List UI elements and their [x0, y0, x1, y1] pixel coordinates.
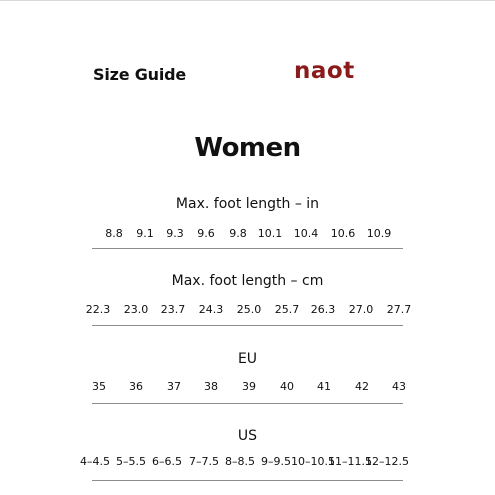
size-row-eu: [0, 380, 495, 398]
size-value: 8.8: [105, 227, 123, 240]
section-title-length-cm: Max. foot length – cm: [171, 273, 324, 289]
size-value: 9–9.5: [261, 455, 291, 468]
size-value: 10.9: [366, 227, 392, 240]
section-divider: [92, 403, 403, 404]
size-value: 39: [242, 380, 256, 393]
size-value: 37: [167, 380, 181, 393]
size-value: 24.3: [198, 303, 224, 316]
size-value: 43: [392, 380, 406, 393]
size-value: 42: [355, 380, 369, 393]
size-value: 35: [92, 380, 106, 393]
section-divider: [92, 325, 403, 326]
size-value: 8–8.5: [225, 455, 255, 468]
size-value: 38: [204, 380, 218, 393]
size-value: 7–7.5: [189, 455, 219, 468]
size-value: 23.0: [123, 303, 149, 316]
section-divider: [92, 248, 403, 249]
size-row-us: [0, 455, 495, 473]
size-value: 9.3: [166, 227, 184, 240]
size-guide-heading: Size Guide: [93, 65, 187, 84]
size-value: 9.1: [136, 227, 154, 240]
size-value: 5–5.5: [116, 455, 146, 468]
section-divider: [92, 480, 403, 481]
page-title: Women: [194, 133, 301, 163]
section-title-us: US: [237, 428, 258, 444]
size-value: 26.3: [310, 303, 336, 316]
size-value: 36: [129, 380, 143, 393]
section-title-eu: EU: [237, 351, 258, 367]
section-title-length-in: Max. foot length – in: [175, 196, 320, 212]
size-value: 6–6.5: [152, 455, 182, 468]
size-value: 12–12.5: [365, 455, 409, 468]
size-value: 27.7: [386, 303, 412, 316]
size-value: 9.8: [229, 227, 247, 240]
size-value: 10.4: [293, 227, 319, 240]
size-value: 25.7: [274, 303, 300, 316]
size-value: 23.7: [160, 303, 186, 316]
size-value: 10–10.5: [291, 455, 335, 468]
size-value: 10.6: [330, 227, 356, 240]
size-value: 22.3: [85, 303, 111, 316]
size-value: 9.6: [197, 227, 215, 240]
top-border: [0, 0, 495, 1]
size-row-length-cm: [0, 303, 495, 321]
size-value: 40: [280, 380, 294, 393]
naot-logo: naot: [294, 58, 355, 84]
size-value: 41: [317, 380, 331, 393]
size-value: 4–4.5: [80, 455, 110, 468]
size-row-length-in: [0, 227, 495, 245]
size-value: 25.0: [236, 303, 262, 316]
size-value: 11–11.5: [328, 455, 372, 468]
size-value: 27.0: [348, 303, 374, 316]
size-value: 10.1: [257, 227, 283, 240]
